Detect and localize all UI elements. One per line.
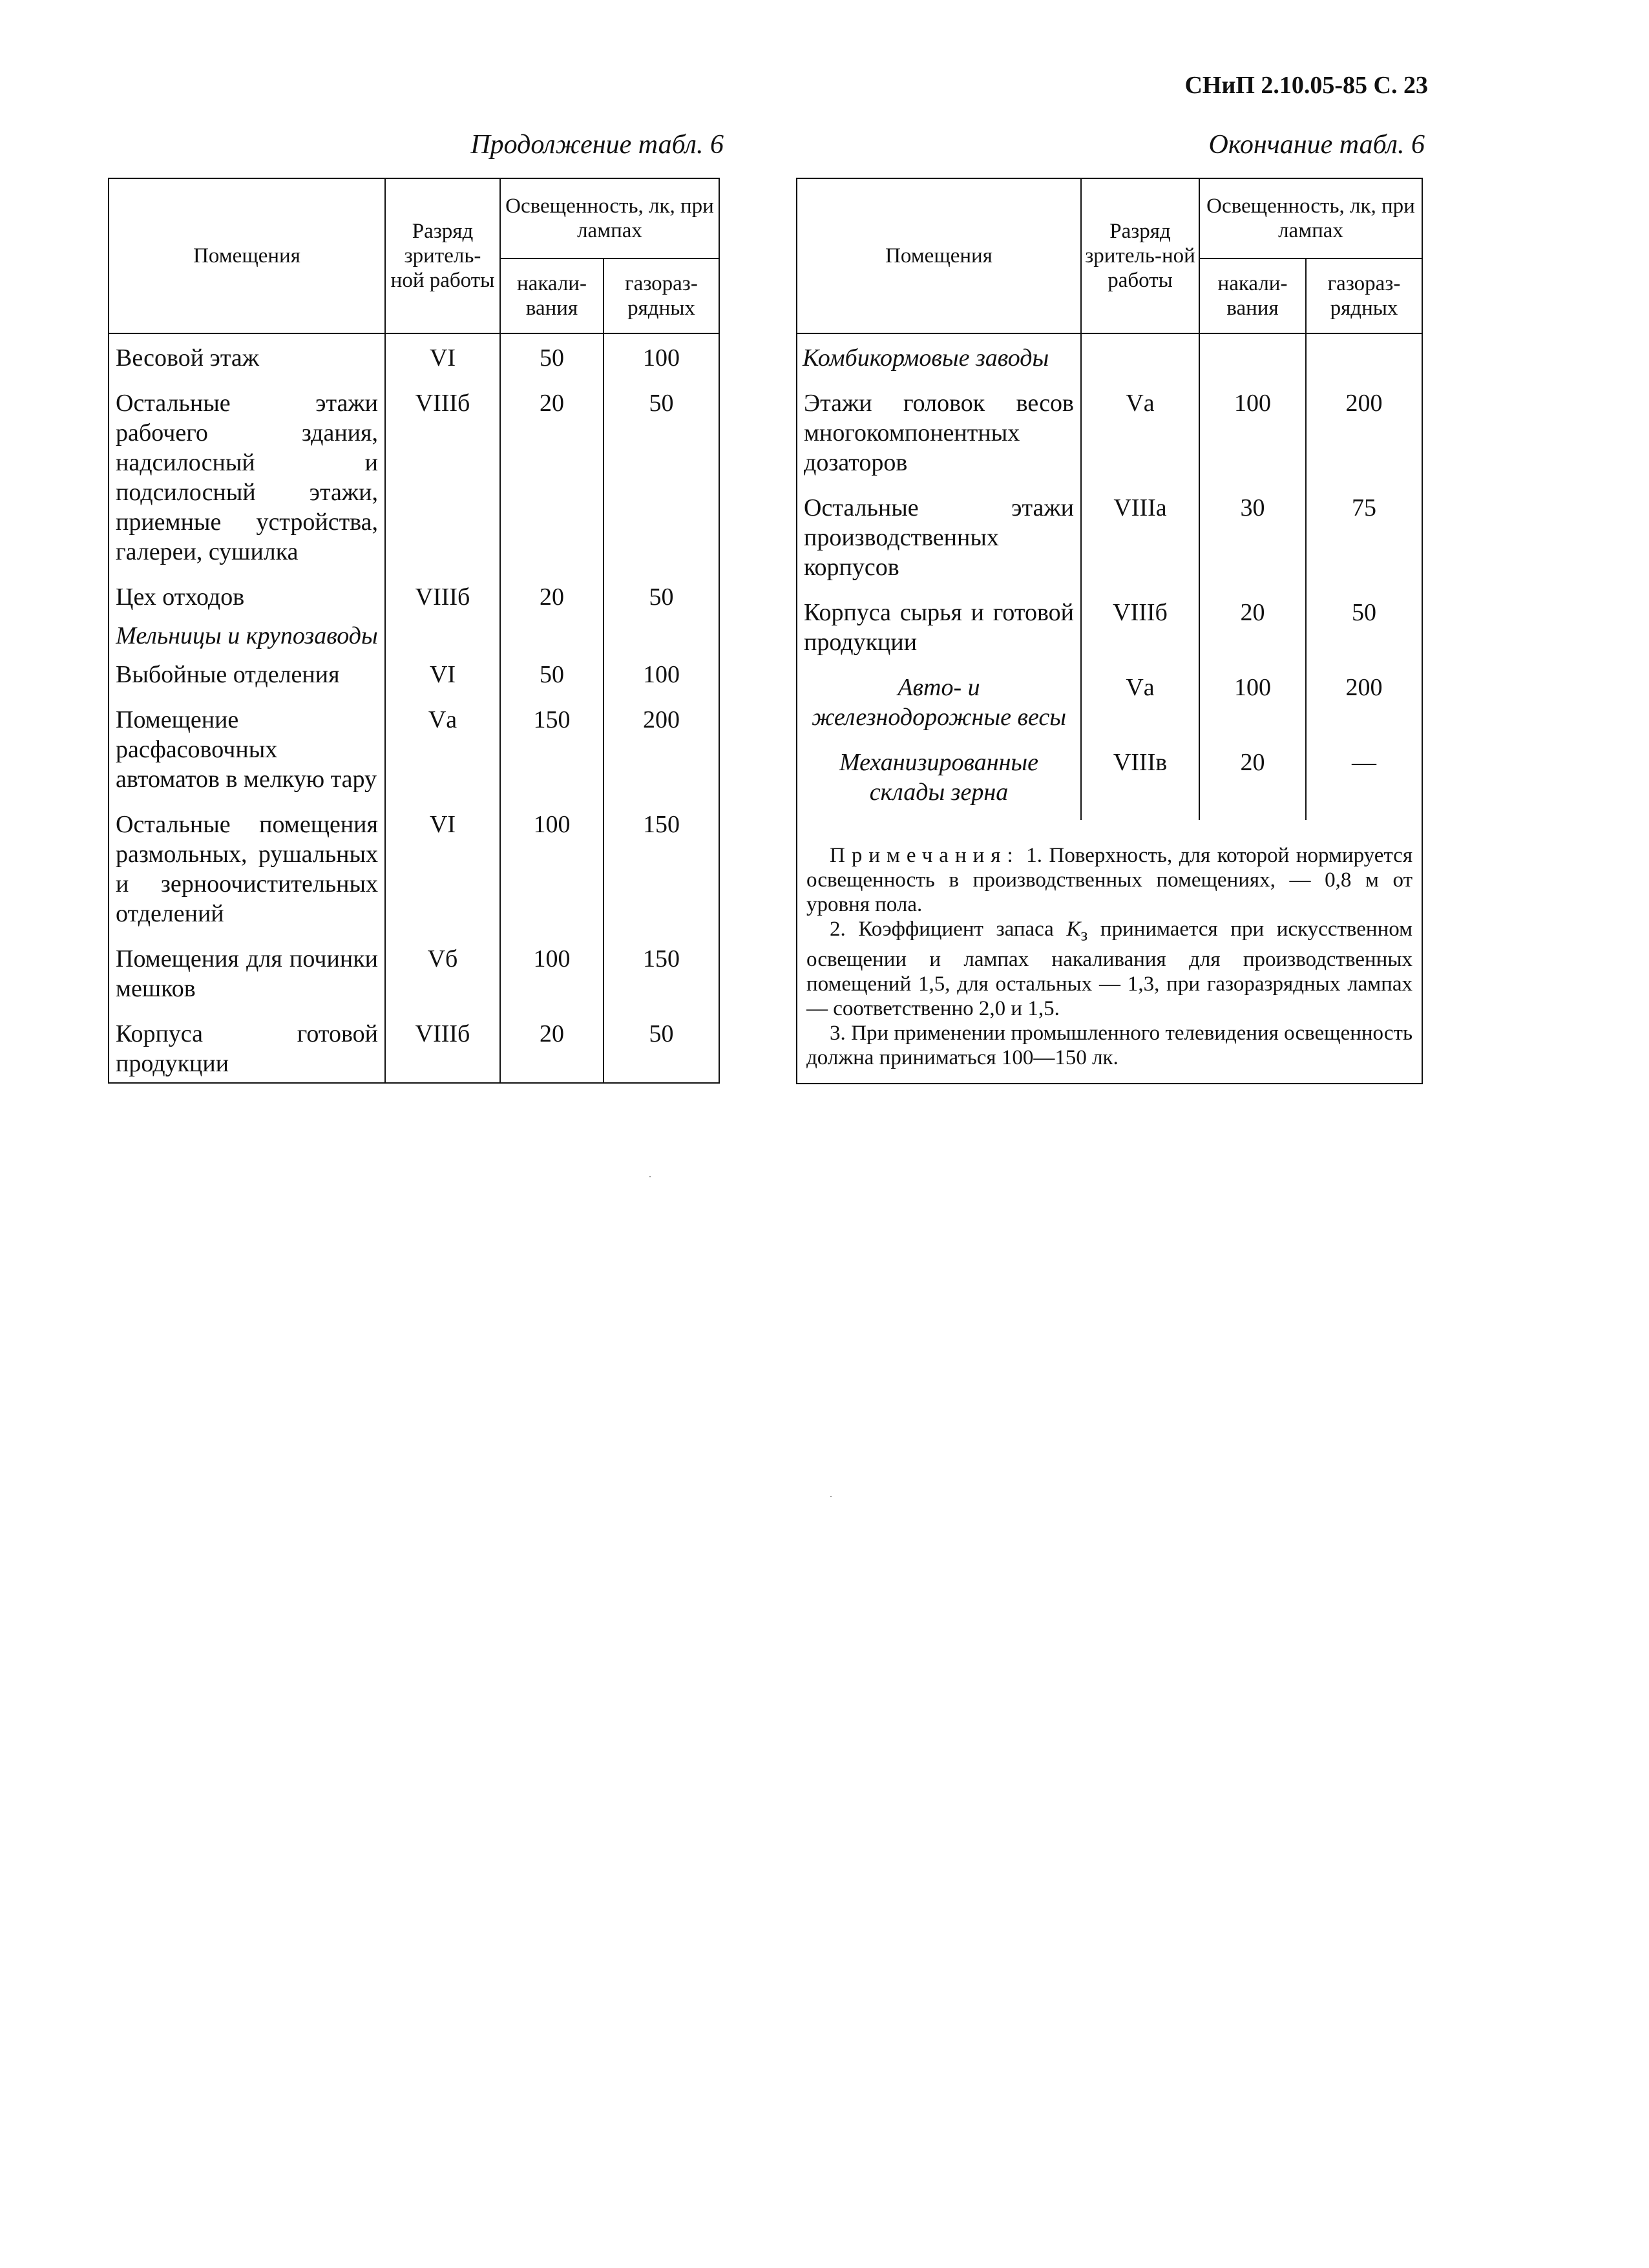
left-table-caption: Продолжение табл. 6 [470, 130, 724, 160]
illuminance-incandescent: 100 [500, 810, 604, 944]
room-name: Выбойные отделения [109, 660, 385, 705]
illuminance-gas-discharge: 100 [604, 333, 719, 388]
room-name: Корпуса готовой продукции [109, 1019, 385, 1083]
scan-speck [649, 1176, 651, 1177]
room-name: Весовой этаж [109, 333, 385, 388]
section-title: Мельницы и крупозаводы [109, 621, 385, 660]
room-name: Помещения для починки мешков [109, 944, 385, 1019]
note-1-text: 1. Поверхность, для которой нормируется освещенность в производственных помещениях, — 0,8 м от уровня пола. [806, 844, 1413, 916]
header-rooms: Помещения [797, 178, 1081, 333]
header-incandescent: накали-вания [1199, 258, 1306, 333]
table-row [109, 333, 719, 388]
illuminance-incandescent: 20 [500, 582, 604, 621]
table-row [797, 388, 1422, 493]
note-1 [806, 843, 1413, 917]
header-illuminance: Освещенность, лк, при лампах [1199, 178, 1422, 258]
illuminance-incandescent: 100 [1199, 388, 1306, 493]
work-category: VI [385, 660, 500, 705]
illuminance-gas-discharge: 100 [604, 660, 719, 705]
table-row [109, 582, 719, 621]
table-row [109, 660, 719, 705]
note-2: 2. Коэффициент запаса $К_з$ принимается при искусственном освещении и лампах накаливания для производственных помещений 1,5, для остальных — 1,3, при газоразрядных лампах — соответственно 2,0 и 1,5. [806, 918, 1413, 1020]
scan-speck [830, 1496, 832, 1497]
room-name: Корпуса сырья и готовой продукции [797, 598, 1081, 673]
work-category: VIIIб [1081, 598, 1199, 673]
illuminance-incandescent: 20 [500, 388, 604, 582]
work-category: VIIIб [385, 388, 500, 582]
right-table-caption: Окончание табл. 6 [1208, 130, 1425, 160]
table-row [109, 944, 719, 1019]
notes-row [797, 820, 1422, 1084]
work-category: VI [385, 333, 500, 388]
header-gas-discharge: газораз-рядных [604, 258, 719, 333]
illuminance-incandescent: 100 [1199, 673, 1306, 748]
illuminance-incandescent: 50 [500, 660, 604, 705]
work-category: Vа [1081, 388, 1199, 493]
room-name: Остальные этажи производственных корпусов [797, 493, 1081, 598]
room-name: Цех отходов [109, 582, 385, 621]
header-category: Разряд зритель-ной работы [1081, 178, 1199, 333]
right-illuminance-table [796, 178, 1423, 1084]
illuminance-gas-discharge: 50 [1306, 598, 1422, 673]
table-row [109, 1019, 719, 1083]
illuminance-incandescent: 20 [500, 1019, 604, 1083]
table-notes [797, 820, 1422, 1084]
illuminance-incandescent: 20 [1199, 748, 1306, 820]
illuminance-gas-discharge: 50 [604, 582, 719, 621]
work-category: VIIIа [1081, 493, 1199, 598]
illuminance-gas-discharge: 200 [1306, 388, 1422, 493]
section-title: Комбикормовые заводы [797, 333, 1081, 388]
illuminance-incandescent: 50 [500, 333, 604, 388]
table-row [797, 598, 1422, 673]
work-category: Vа [385, 705, 500, 810]
table-row [797, 748, 1422, 820]
work-category: VIIIв [1081, 748, 1199, 820]
left-illuminance-table [108, 178, 720, 1084]
illuminance-gas-discharge: 50 [604, 388, 719, 582]
coefficient-symbol: К [1066, 918, 1081, 941]
room-name: Этажи головок весов многокомпонентных дозаторов [797, 388, 1081, 493]
table-row [797, 673, 1422, 748]
section-row [797, 333, 1422, 388]
table-row [109, 810, 719, 944]
table-row [797, 493, 1422, 598]
illuminance-gas-discharge: 200 [1306, 673, 1422, 748]
header-category: Разряд зритель-ной работы [385, 178, 500, 333]
header-gas-discharge: газораз-рядных [1306, 258, 1422, 333]
illuminance-gas-discharge: — [1306, 748, 1422, 820]
header-incandescent: накали-вания [500, 258, 604, 333]
illuminance-gas-discharge: 50 [604, 1019, 719, 1083]
coefficient-subscript: з [1080, 924, 1088, 945]
room-name: Помещение расфасовочных автоматов в мелкую тару [109, 705, 385, 810]
header-illuminance: Освещенность, лк, при лампах [500, 178, 719, 258]
room-name: Авто- и железнодорожные весы [797, 673, 1081, 748]
work-category: Vа [1081, 673, 1199, 748]
illuminance-gas-discharge: 150 [604, 810, 719, 944]
room-name: Остальные этажи рабочего здания, надсилосный и подсилосный этажи, приемные устройства, галереи, сушилка [109, 388, 385, 582]
illuminance-gas-discharge: 200 [604, 705, 719, 810]
illuminance-incandescent: 100 [500, 944, 604, 1019]
section-row [109, 621, 719, 660]
work-category: VIIIб [385, 582, 500, 621]
notes-label: Примечания: [830, 844, 1020, 867]
document-reference: СНиП 2.10.05-85 С. 23 [1184, 72, 1428, 99]
table-row [109, 388, 719, 582]
illuminance-incandescent: 20 [1199, 598, 1306, 673]
work-category: Vб [385, 944, 500, 1019]
room-name: Механизированные склады зерна [797, 748, 1081, 820]
room-name: Остальные помещения размольных, рушальных и зерноочистительных отделений [109, 810, 385, 944]
work-category: VI [385, 810, 500, 944]
illuminance-incandescent: 150 [500, 705, 604, 810]
header-rooms: Помещения [109, 178, 385, 333]
illuminance-incandescent: 30 [1199, 493, 1306, 598]
illuminance-gas-discharge: 150 [604, 944, 719, 1019]
illuminance-gas-discharge: 75 [1306, 493, 1422, 598]
table-row [109, 705, 719, 810]
work-category: VIIIб [385, 1019, 500, 1083]
note-3: 3. При применении промышленного телевидения освещенность должна приниматься 100—150 лк. [806, 1021, 1413, 1069]
